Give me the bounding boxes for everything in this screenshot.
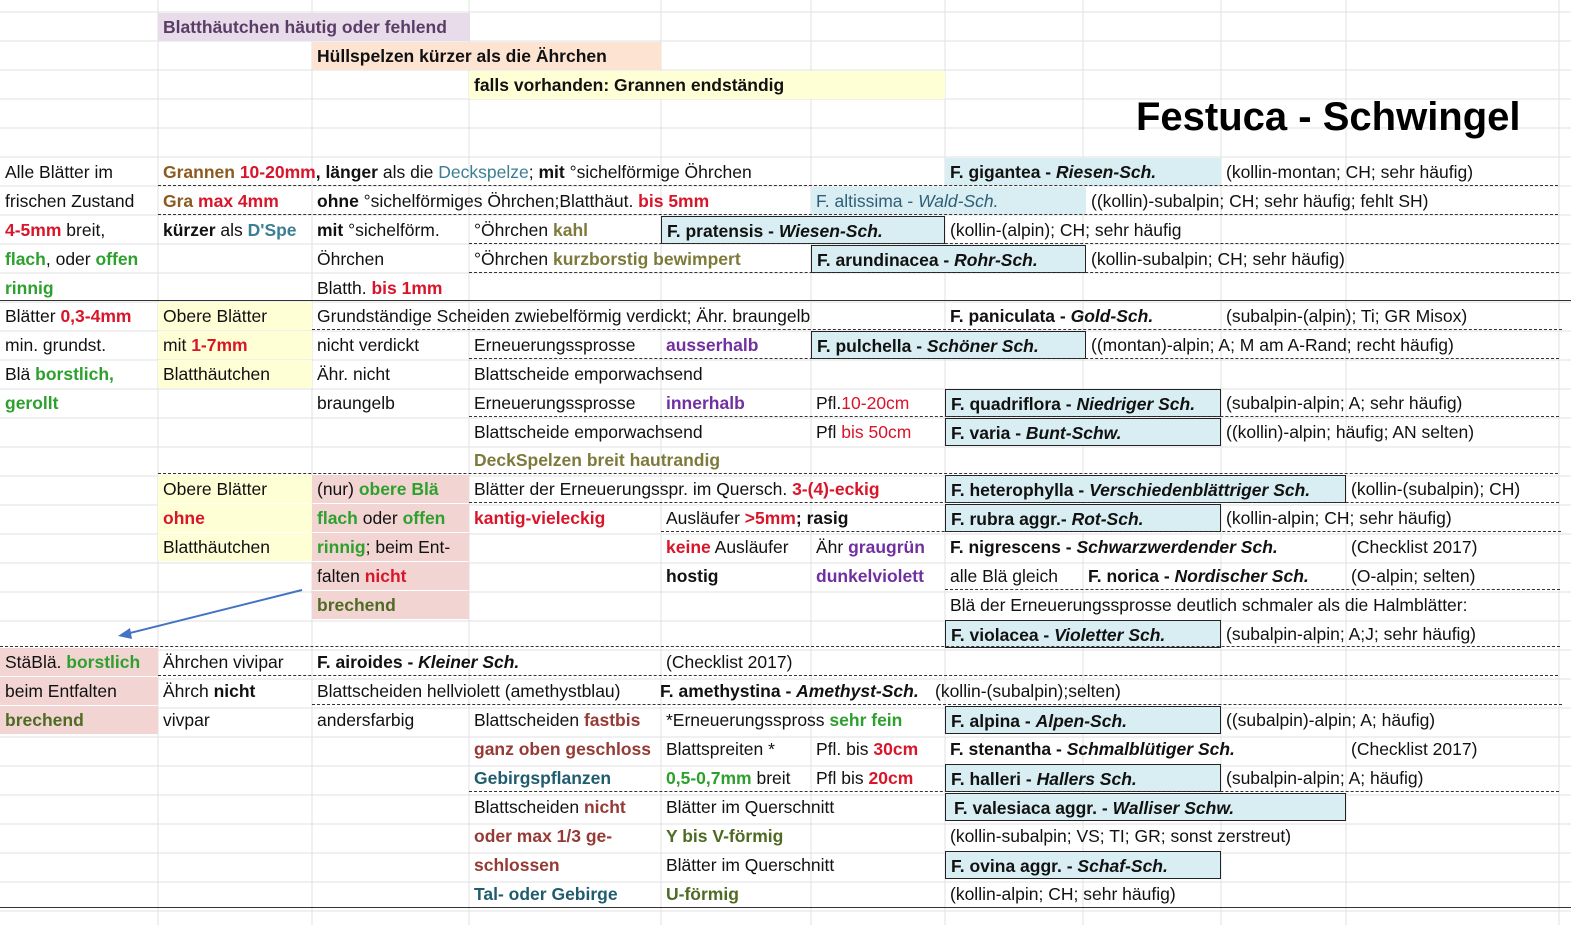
species-name: Violetter Sch. [1054,625,1166,645]
g4-a1a: StäBlä. [5,652,67,672]
g4-e5b: breit [751,768,791,788]
species-genus: F. valesiaca aggr. - [954,798,1113,818]
g3-c4 [312,562,469,590]
row-divider [945,589,1560,590]
species-genus: F. altissima - [816,191,919,211]
species-info: (kollin-subalpin; CH; sehr häufig) [1091,249,1345,269]
g3-c3b: ; beim Ent- [365,537,451,557]
g3-d1b: 3-(4)-eckig [792,479,880,499]
species-info: (subalpin-alpin; A;J; sehr häufig) [1226,624,1476,644]
g3-f3a: Ähr [816,537,849,557]
g2-a1b: 0,3-4mm [60,306,132,326]
g3-c1b: obere Blä [358,479,439,499]
species-genus: F. varia - [951,423,1026,443]
species-genus: F. pulchella - [817,336,927,356]
species-info: ((kollin)-alpin; häufig; AN selten) [1226,422,1475,442]
species-info: (subalpin-alpin; A; häufig) [1226,768,1424,788]
g2-e5a: Pfl [816,422,842,442]
species-name: Schmalblütiger Sch. [1066,739,1235,759]
species-info: (kollin-(alpin); CH; sehr häufig [950,220,1182,240]
g4-f4b: 30cm [873,739,919,759]
g3-e2 [661,504,848,532]
g1-r4b: °Öhrchen [474,249,553,269]
g1-r1g: mit [538,162,565,182]
g1-r2c: ohne [317,191,359,211]
species-genus: F. violacea - [951,625,1055,645]
g3-d1a: Blätter der Erneuerungsspr. im Quersch. [474,479,793,499]
g1-r4d: bewimpert [648,249,741,269]
g4-d8: schlossen [474,855,560,875]
g2-a4: gerollt [5,393,59,413]
g3-g4: alle Blä gleich [950,566,1058,586]
row-divider [661,531,1561,532]
g3-c3 [312,533,469,561]
species-name: Niedriger Sch. [1076,394,1196,414]
species-name: Rot-Sch. [1071,509,1144,529]
g1-a5: rinnig [5,278,54,298]
row-divider [469,502,1559,503]
species-name: Verschiedenblättriger Sch. [1089,480,1311,500]
species-name: Wiesen-Sch. [778,221,883,241]
g1-a4 [0,245,138,273]
g1-a4a: flach [5,249,46,269]
g1-a1: Alle Blätter im [5,162,113,182]
g4-b3: vivpar [163,710,210,730]
row-divider [469,416,1559,417]
species-quadriflora [945,389,1221,417]
g2-d2b: ausserhalb [666,335,759,355]
g4-f5 [811,764,913,792]
g1-r3d: mit [317,220,344,240]
species-heterophylla [945,475,1346,503]
g4-d5: Gebirgspflanzen [474,768,612,788]
g4-d6b: nicht [583,797,626,817]
g3-c2c: offen [402,508,446,528]
g1-r2-left [158,187,279,215]
species-genus: F. quadriflora - [951,394,1077,414]
species-genus: F. norica - [1088,566,1175,586]
bottom-divider [0,907,1571,908]
species-rubra [945,504,1221,532]
species-halleri [945,764,1221,792]
g4-d3 [469,706,640,734]
g2-b2b: 1-7mm [191,335,248,355]
header-row-3: falls vorhanden: Grannen endständig [469,71,945,99]
species-name: Bunt-Schw. [1025,423,1122,443]
g4-e3a: *Erneuerungsspross [666,710,830,730]
g4-e3b: sehr fein [829,710,903,730]
g2-b2 [158,331,312,359]
g4-b2b: nicht [213,681,256,701]
g4-e5 [661,764,791,792]
g1-r1d: als die [377,162,439,182]
species-pratensis [661,216,945,244]
g2-a1a: Blätter [5,306,61,326]
species-name: Nordischer Sch. [1174,566,1309,586]
g3-d2: kantig-vieleckig [474,508,606,528]
species-info: (Checklist 2017) [1351,739,1478,759]
species-norica [1083,562,1309,590]
g3-g5: Blä der Erneuerungssprosse deutlich schmaler als die Halmblätter: [950,595,1468,615]
species-name: Walliser Schw. [1112,798,1235,818]
species-info: (O-alpin; selten) [1351,566,1476,586]
species-info: (Checklist 2017) [666,652,793,672]
g4-e7: Y bis V-förmig [666,826,784,846]
g2-c2: nicht verdickt [317,335,420,355]
g3-c4a: falten [317,566,365,586]
species-name: Amethyst-Sch. [796,681,919,701]
g3-e3 [661,533,789,561]
g4-e5a: 0,5-0,7mm [666,768,752,788]
g3-b2: ohne [158,504,312,532]
g3-e2c: ; rasig [795,508,849,528]
g2-e4 [811,389,909,417]
species-nigrescens [945,533,1278,561]
g4-f5a: Pfl bis [816,768,869,788]
row-divider [158,473,1558,474]
g2-a3b: borstlich, [35,364,114,384]
g4-e9: U-förmig [666,884,739,904]
g4-d9: Tal- oder Gebirge [474,884,618,904]
species-alpina [945,706,1221,734]
species-amethystina [655,677,919,705]
row-divider [0,646,1560,647]
species-name: Schaf-Sch. [1077,856,1168,876]
arrow-left-icon [100,580,320,650]
g3-c4b: nicht [364,566,407,586]
species-info: (kollin-subalpin; VS; TI; GR; sonst zerstreut) [950,826,1292,846]
g1-r2d: °sichelförmiges Öhrchen;Blatthäut. [358,191,639,211]
g3-d1 [469,475,880,503]
g3-e2b: >5mm [744,508,796,528]
g4-a1 [0,648,158,676]
g1-r3g: kahl [552,220,589,240]
row-divider [312,329,1562,330]
species-altissima [811,187,1086,215]
g4-b2 [158,677,255,705]
species-genus: F. stenantha - [950,739,1067,759]
g1-r3e: °sichelförm. [343,220,440,240]
row-divider [469,243,1559,244]
species-genus: F. nigrescens - [950,537,1077,557]
row-divider [158,675,1558,676]
g3-c1 [312,475,469,503]
species-info: (subalpin-alpin; A; sehr häufig) [1226,393,1463,413]
g1-a2: frischen Zustand [5,191,135,211]
g1-r4c: kurzborstig [552,249,649,269]
g1-r5a: Blatth. [317,278,372,298]
species-genus: F. rubra aggr.- [951,509,1072,529]
species-name: Rohr-Sch. [954,250,1038,270]
g4-a1b: borstlich [66,652,141,672]
g3-e3a: keine [666,537,711,557]
g4-b2a: Ährch [163,681,214,701]
g2-e5 [811,418,911,446]
species-genus: F. ovina aggr. - [951,856,1078,876]
g4-a3: brechend [0,706,158,734]
g3-c2a: flach [317,508,358,528]
row-divider [158,214,1558,215]
species-name: Schwarzwerdender Sch. [1076,537,1278,557]
species-info: (kollin-alpin; CH; sehr häufig) [950,884,1176,904]
species-varia [945,418,1221,446]
g2-a2: min. grundst. [5,335,107,355]
g1-r2a: Gra [163,191,199,211]
g1-r3b: als [215,220,248,240]
g3-b1: Obere Blätter [158,475,312,503]
g4-d6 [469,793,626,821]
g2-e4b: 10-20cm [841,393,910,413]
g4-d6a: Blattscheiden [474,797,584,817]
species-info: ((subalpin)-alpin; A; häufig) [1226,710,1436,730]
g1-r3c: D'Spe [247,220,297,240]
g1-r1h: °sichelförmige Öhrchen [564,162,752,182]
g2-d4: Erneuerungssprosse [474,393,636,413]
species-genus: F. pratensis - [667,221,779,241]
species-paniculata [945,302,1153,330]
g2-c4: braungelb [317,393,395,413]
row-divider [312,704,1562,705]
g1-r3a: kürzer [163,220,216,240]
species-info: (Checklist 2017) [1351,537,1478,557]
g2-d3: Blattscheide emporwachsend [474,364,703,384]
g4-d3b: fastbis [583,710,641,730]
g1-r1a: Grannen [163,162,240,182]
species-info: (kollin-alpin; CH; sehr häufig) [1226,508,1452,528]
species-genus: F. airoides - [317,652,419,672]
g2-c1: Grundständige Scheiden zwiebelförmig verdickt; Ähr. braungelb [317,306,811,326]
g4-e8: Blätter im Querschnitt [666,855,835,875]
g4-f4 [811,735,918,763]
g4-d3a: Blattscheiden [474,710,584,730]
g4-c2: Blattscheiden hellviolett (amethystblau) [317,681,621,701]
g4-a2: beim Entfalten [0,677,158,705]
species-genus: F. paniculata - [950,306,1071,326]
g3-f4: dunkelviolett [816,566,924,586]
g1-r2b: max 4mm [198,191,279,211]
g2-a1 [0,302,131,330]
g1-r3f: °Öhrchen [474,220,553,240]
species-name: Kleiner Sch. [418,652,520,672]
g2-f: DeckSpelzen breit hautrandig [474,450,721,470]
g2-a3a: Blä [5,364,36,384]
g1-a3b: breit, [61,220,106,240]
g2-b2a: mit [163,335,192,355]
species-name: Alpen-Sch. [1035,711,1128,731]
species-name: Wald-Sch. [918,191,999,211]
page-title: Festuca - Schwingel [1136,95,1521,139]
g3-e3b: Ausläufer [710,537,789,557]
species-valesiaca [945,793,1346,821]
header-row-2: Hüllspelzen kürzer als die Ährchen [312,42,661,70]
g3-c2b: oder [357,508,403,528]
species-name: Hallers Sch. [1036,769,1137,789]
species-genus: F. arundinacea - [817,250,955,270]
g2-b1: Obere Blätter [158,302,312,330]
row-divider [158,185,1558,186]
g4-e3 [661,706,902,734]
species-info: ((montan)-alpin; A; M am A-Rand; recht häufig) [1091,335,1454,355]
g1-r4a: Öhrchen [317,249,385,269]
species-airoides [312,648,519,676]
g2-d5: Blattscheide emporwachsend [474,422,703,442]
g3-c5: brechend [312,591,469,619]
g1-a4b: , oder [45,249,96,269]
species-genus: F. gigantea - [950,162,1056,182]
g2-e4a: Pfl. [816,393,842,413]
g4-f5b: 20cm [868,768,914,788]
g3-c1a: (nur) [317,479,359,499]
g2-e5b: bis 50cm [841,422,912,442]
species-ovina [945,851,1221,879]
species-name: Riesen-Sch. [1055,162,1157,182]
species-genus: F. heterophylla - [951,480,1090,500]
g2-d4b: innerhalb [666,393,745,413]
g3-c3a: rinnig [317,537,366,557]
g3-b3: Blatthäutchen [158,533,312,561]
species-info: (kollin-(subalpin); CH) [1351,479,1521,499]
species-info: (subalpin-(alpin); Ti; GR Misox) [1226,306,1468,326]
species-stenantha [945,735,1235,763]
species-pulchella [811,331,1086,359]
g1-r1e: Deckspelze [438,162,529,182]
species-name: Schöner Sch. [926,336,1039,356]
g2-a3 [0,360,114,388]
g2-b3: Blatthäutchen [158,360,312,388]
g1-r5 [312,274,442,302]
g4-d4: ganz oben geschloss [474,739,651,759]
g1-r3-right [469,216,588,244]
species-name: Gold-Sch. [1070,306,1154,326]
g1-a4c: offen [95,249,139,269]
species-genus: F. alpina - [951,711,1036,731]
species-info: ((kollin)-subalpin; CH; sehr häufig; fehlt SH) [1091,191,1429,211]
g1-a3 [0,216,105,244]
row-divider [469,272,1559,273]
header-row-1: Blatthäutchen häutig oder fehlend [158,13,470,41]
species-violacea [945,620,1221,648]
g1-r1f: ; [528,162,539,182]
g3-e2a: Ausläufer [666,508,745,528]
g4-e6: Blätter im Querschnitt [666,797,835,817]
g2-c3: Ähr. nicht [317,364,390,384]
species-info: (kollin-(subalpin);selten) [935,681,1121,701]
g1-r1 [158,158,752,186]
species-genus: F. amethystina - [660,681,797,701]
g3-e4: hostig [666,566,719,586]
g1-r5b: bis 1mm [371,278,443,298]
g1-r3-left [158,216,297,244]
species-genus: F. halleri - [951,769,1037,789]
row-divider [469,358,1559,359]
g1-r2-mid [312,187,709,215]
g1-r3-mid [312,216,440,244]
g3-c2 [312,504,469,532]
g4-b1: Ährchen vivipar [163,652,284,672]
g1-r1c: , länger [315,162,378,182]
g2-d2: Erneuerungssprosse [474,335,636,355]
g1-r4-right [469,245,741,273]
g4-d7: oder max 1/3 ge- [474,826,613,846]
g4-f4a: Pfl. bis [816,739,874,759]
species-gigantea [945,158,1221,186]
g3-f3b: graugrün [848,537,925,557]
row-divider [469,791,1559,792]
g1-r1b: 10-20mm [239,162,316,182]
species-info: (kollin-montan; CH; sehr häufig) [1226,162,1474,182]
g1-a3a: 4-5mm [5,220,62,240]
g4-c3: andersfarbig [317,710,415,730]
g4-e4: Blattspreiten * [666,739,775,759]
section-divider [0,300,1571,301]
g3-f3 [811,533,925,561]
g1-r2e: bis 5mm [638,191,710,211]
species-arundinacea [811,245,1086,273]
